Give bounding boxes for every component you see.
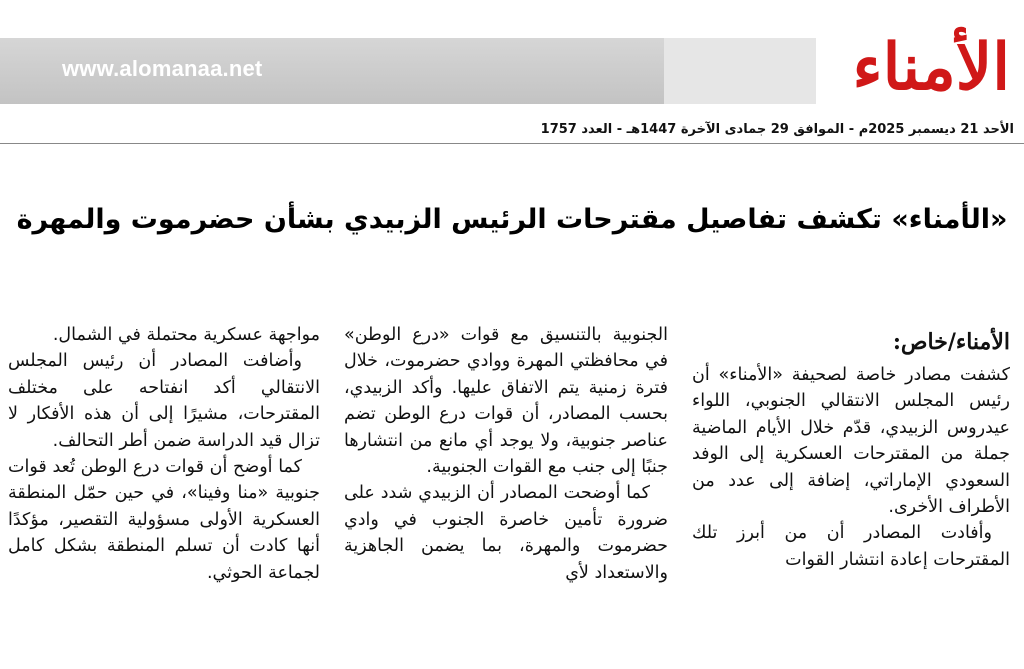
article-byline: الأمناء/خاص: <box>892 329 1010 355</box>
article-column-2 <box>344 322 668 586</box>
paragraph: كشفت مصادر خاصة لصحيفة «الأمناء» أن رئيس المجلس الانتقالي الجنوبي، اللواء عيدروس الزبيدي، قدّم خلال الأيام الماضية جملة من المقترحات العسكرية إلى الوفد السعودي الإماراتي، إضافة إلى عدد من الأطراف الأخرى. <box>692 365 1010 518</box>
newspaper-logo: الأمناء <box>852 30 1010 105</box>
paragraph: الجنوبية بالتنسيق مع قوات «درع الوطن» في محافظتي المهرة ووادي حضرموت، خلال فترة زمنية يتم الاتفاق عليها. وأكد الزبيدي، بحسب المصادر، أن قوات درع الوطن تضم عناصر جنوبية، ولا يوجد أي مانع من انتشارها جنبًا إلى جنب مع القوات الجنوبية. <box>344 325 668 478</box>
paragraph: كما أوضح أن قوات درع الوطن تُعد قوات جنوبية «منا وفينا»، في حين حمّل المنطقة العسكرية الأولى مسؤولية التقصير، مؤكدًا أنها كادت أن تسلم المنطقة بشكل كامل لجماعة الحوثي. <box>8 457 320 583</box>
website-url: www.alomanaa.net <box>62 56 263 81</box>
url-banner-end <box>664 38 816 104</box>
paragraph: كما أوضحت المصادر أن الزبيدي شدد على ضرورة تأمين خاصرة الجنوب في وادي حضرموت والمهرة، بما يضمن الجاهزية والاستعداد لأي <box>344 483 668 583</box>
issue-dateline: الأحد 21 ديسمبر 2025م - الموافق 29 جمادى الآخرة 1447هـ - العدد 1757 <box>540 122 1014 137</box>
paragraph: وأضافت المصادر أن رئيس المجلس الانتقالي أكد انفتاحه على مختلف المقترحات، مشيرًا إلى أن هذه الأفكار لا تزال قيد الدراسة ضمن أطر التحالف. <box>8 351 320 451</box>
masthead <box>0 0 1024 118</box>
header-divider <box>0 143 1024 144</box>
article-column-1 <box>692 322 1010 573</box>
article-headline: «الأمناء» تكشف تفاصيل مقترحات الرئيس الزبيدي بشأن حضرموت والمهرة <box>16 204 1008 235</box>
paragraph: وأفادت المصادر أن من أبرز تلك المقترحات إعادة انتشار القوات <box>692 523 1010 570</box>
article-column-3 <box>8 322 320 586</box>
paragraph: مواجهة عسكرية محتملة في الشمال. <box>52 325 320 345</box>
